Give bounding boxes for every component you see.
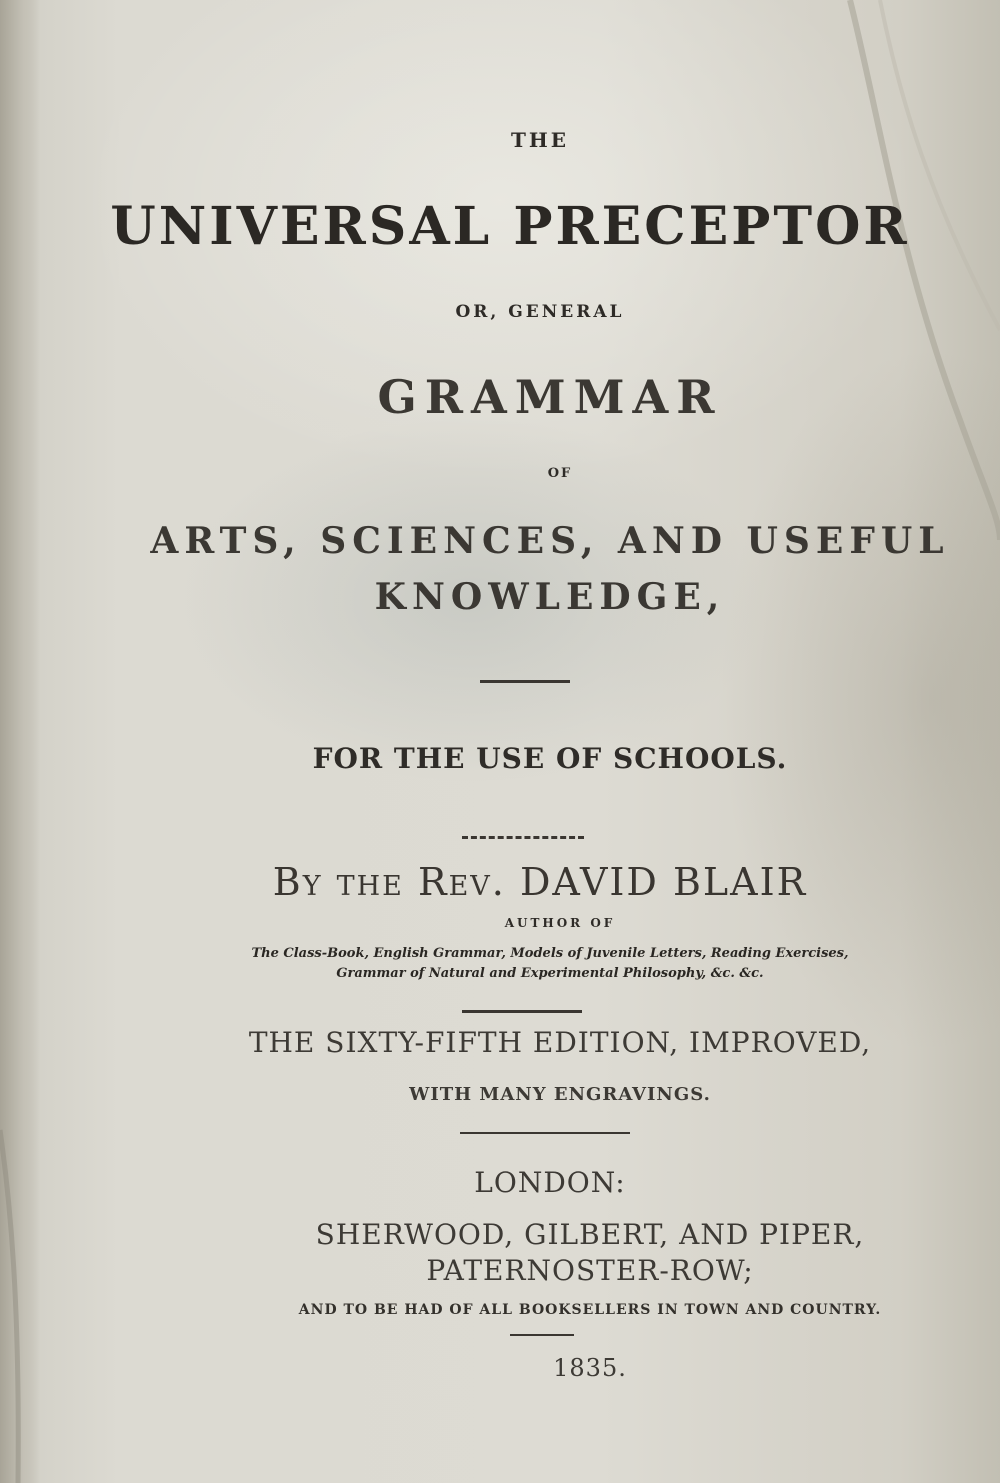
engravings-line: WITH MANY ENGRAVINGS.	[409, 1084, 711, 1105]
subject-line-2: KNOWLEDGE,	[374, 576, 726, 618]
subject-line-1: ARTS, SCIENCES, AND USEFUL	[150, 520, 950, 562]
divider-rule-5	[510, 1334, 574, 1336]
divider-rule-3	[462, 1010, 582, 1013]
works-line-1: The Class-Book, English Grammar, Models of Juvenile Letters, Reading Exercises,	[251, 946, 849, 961]
works-line-2: Grammar of Natural and Experimental Philosophy, &c. &c.	[336, 966, 764, 981]
divider-rule-2	[462, 836, 584, 839]
city-line: LONDON:	[474, 1166, 626, 1199]
divider-rule-1	[480, 680, 570, 683]
purpose-line: FOR THE USE OF SCHOOLS.	[312, 742, 788, 775]
address-line: PATERNOSTER-ROW;	[426, 1254, 754, 1287]
of-label: OF	[547, 466, 573, 481]
publication-year: 1835.	[553, 1354, 627, 1382]
the-label: THE	[510, 128, 570, 152]
author-of-label: AUTHOR OF	[504, 916, 616, 930]
main-title: UNIVERSAL PRECEPTOR	[110, 196, 910, 257]
byline: By the Rev. DAVID BLAIR	[272, 860, 808, 904]
or-general-label: OR, GENERAL	[455, 302, 625, 322]
publisher-line: SHERWOOD, GILBERT, AND PIPER,	[315, 1218, 865, 1251]
edition-line: THE SIXTY-FIFTH EDITION, IMPROVED,	[248, 1026, 872, 1059]
sold-by-line: AND TO BE HAD OF ALL BOOKSELLERS IN TOWN AND COUNTRY.	[298, 1302, 882, 1318]
divider-rule-4	[460, 1132, 630, 1134]
grammar-heading: GRAMMAR	[377, 370, 723, 424]
